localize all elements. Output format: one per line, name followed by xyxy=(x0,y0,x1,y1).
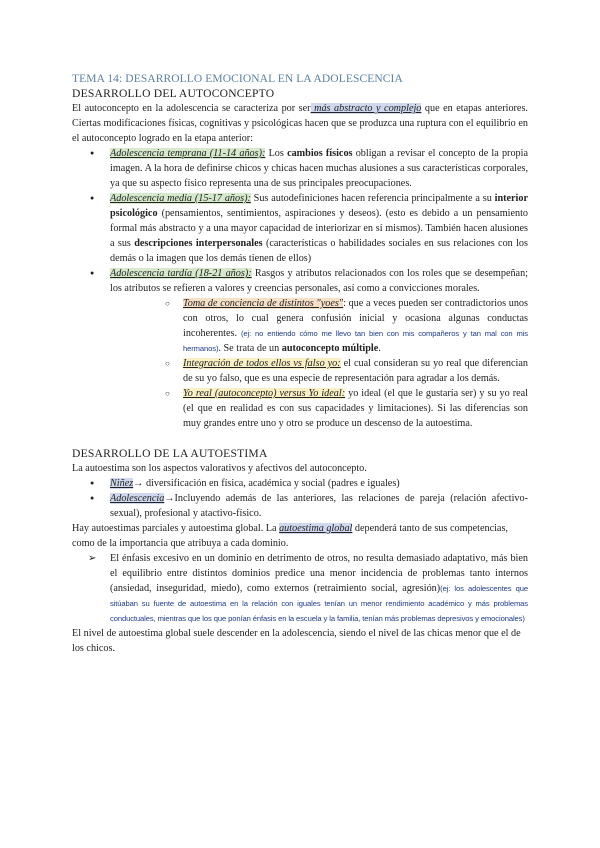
text-media-b: (pensamientos, sentimientos, aspiraciones y deseos). (esto es debido a un pensamiento formal más abstracto y a una mayor capacidad de interiorizar en sí mismos). También hacen alusiones a sus xyxy=(110,208,528,249)
text-temprana-b: obligan a revisar el concepto de la propia imagen. A la hora de definirse chicos y chicas hacen muchas alusiones a sus características corporales, ya que su aspecto físico representa una de sus principales preocupaciones. xyxy=(110,148,528,189)
note-enfasis: (ej: los adolescentes que sitúaban su fuente de autoestima en la relación con iguales tenían un menor rendimiento académico y más problemas conductuales, mientras que los que ponían énfasis en la escuela y la familia, tenían más problemas depresivos y emocionales) xyxy=(110,584,528,623)
text-media-c: (características o habilidades sociales en sus relaciones con los demás o la imagen que los demás tienen de ellos) xyxy=(110,238,528,264)
text-yoes-a: : que a veces pueden ser contradictorios unos con otros, lo cual genera confusión inicial y ocasiona algunas conductas incoherentes. xyxy=(183,298,528,339)
section-heading-autoestima: DESARROLLO DE LA AUTOESTIMA xyxy=(72,447,268,460)
list-item-adolescencia xyxy=(72,491,528,521)
text-tardia-a: Rasgos y atributos relacionados con los roles que se desempeñan; los atributos se refieren a valores y creencias personales, así como a convicciones morales. xyxy=(110,268,529,294)
closing-paragraph: El nivel de autoestima global suele descender en la adolescencia, siendo el nivel de las chicas menor que el de los chicos. xyxy=(72,628,521,654)
text-ninez: → diversificación en física, académica y social (padres e iguales) xyxy=(133,478,400,489)
text-global-b: dependerá tanto de sus competencias, como de la importancia que atribuya a cada dominio. xyxy=(72,523,508,549)
sublist-item-yoes xyxy=(147,296,528,356)
list-item-media xyxy=(72,191,528,266)
bold-descripciones-interpersonales: descripciones interpersonales xyxy=(134,238,263,249)
sublist-item-falso-yo xyxy=(147,356,528,386)
text-media-a: Sus autodefiniciones hacen referencia principalmente a su xyxy=(250,193,495,204)
document-title: TEMA 14: DESARROLLO EMOCIONAL EN LA ADOLESCENCIA xyxy=(72,73,403,85)
autoconcepto-intro xyxy=(72,101,528,146)
term-yo-ideal: Yo real (autoconcepto) versus Yo ideal: xyxy=(183,388,346,399)
sublist-item-yo-ideal xyxy=(147,386,528,431)
text-falso-yo: el cual consideran su yo real que diferencian de su yo falso, que es una especie de representación para agradar a los demás. xyxy=(183,358,528,384)
bold-autoconcepto-multiple: autoconcepto múltiple xyxy=(281,343,379,354)
note-yoes: (ej: no entiendo cómo me llevo tan bien con mis compañeros y tan mal con mis hermanos) xyxy=(183,329,528,353)
term-autoestima-global: autoestima global xyxy=(279,523,353,534)
text-yoes-c: . xyxy=(378,343,381,354)
text-global-a: Hay autoestimas parciales y autoestima global. La xyxy=(72,523,280,534)
autoestima-global-paragraph xyxy=(72,521,528,551)
list-item-tardia xyxy=(72,266,528,431)
autoestima-intro: La autoestima son los aspectos valorativos y afectivos del autoconcepto. xyxy=(72,463,367,474)
text-temprana-a: Los xyxy=(265,148,288,159)
document-content xyxy=(72,73,528,656)
list-item-temprana xyxy=(72,146,528,191)
term-media: Adolescencia media (15-17 años): xyxy=(110,193,251,204)
term-ninez: Niñez xyxy=(110,478,134,489)
autoestima-stages-list xyxy=(72,476,528,521)
bold-cambios-fisicos: cambios físicos xyxy=(287,148,353,159)
text-yo-ideal: yo ideal (el que le gustaría ser) y su yo real (el que en realidad es con sus capacidades y limitaciones). Si las diferencias son muy grandes entre uno y otro se produce un descenso de la autoestima. xyxy=(183,388,528,429)
tardia-sublist xyxy=(110,296,528,431)
section-heading-autoconcepto: DESARROLLO DEL AUTOCONCEPTO xyxy=(72,87,275,100)
text-adolescencia: →Incluyendo además de las anteriores, las relaciones de pareja (relación afectivo-sexual), profesional y atactivo-físico. xyxy=(110,493,528,519)
autoconcepto-stages-list xyxy=(72,146,528,431)
intro-text-a: El autoconcepto en la adolescencia se caracteriza por ser xyxy=(72,103,311,114)
intro-highlight: más abstracto y complejo xyxy=(310,103,422,114)
arrow-list xyxy=(72,551,528,626)
term-yoes: Toma de conciencia de distintos "yoes" xyxy=(183,298,344,309)
term-tardia: Adolescencia tardía (18-21 años): xyxy=(110,268,252,279)
list-item-ninez xyxy=(72,476,528,491)
arrow-item-enfasis xyxy=(72,551,528,626)
term-falso-yo: Integración de todos ellos vs falso yo: xyxy=(183,358,341,369)
text-enfasis: El énfasis excesivo en un dominio en detrimento de otros, no resulta demasiado adaptativo, más bien el equilibrio entre distintos dominios predice una menor incidencia de problemas tanto internos (ansiedad, inseguridad, miedo), como externos (retraimiento social, agresión) xyxy=(110,553,528,594)
term-adolescencia: Adolescencia xyxy=(110,493,165,504)
term-temprana: Adolescencia temprana (11-14 años): xyxy=(110,148,266,159)
intro-text-b: que en etapas anteriores. Ciertas modificaciones físicas, cognitivas y psicológicas hacen que se produzca una ruptura con el equilibrio en el autoconcepto logrado en la etapa anterior: xyxy=(72,103,528,144)
bold-interior-psicologico: interior psicológico xyxy=(110,193,528,219)
text-yoes-b: . Se trata de un xyxy=(218,343,282,354)
